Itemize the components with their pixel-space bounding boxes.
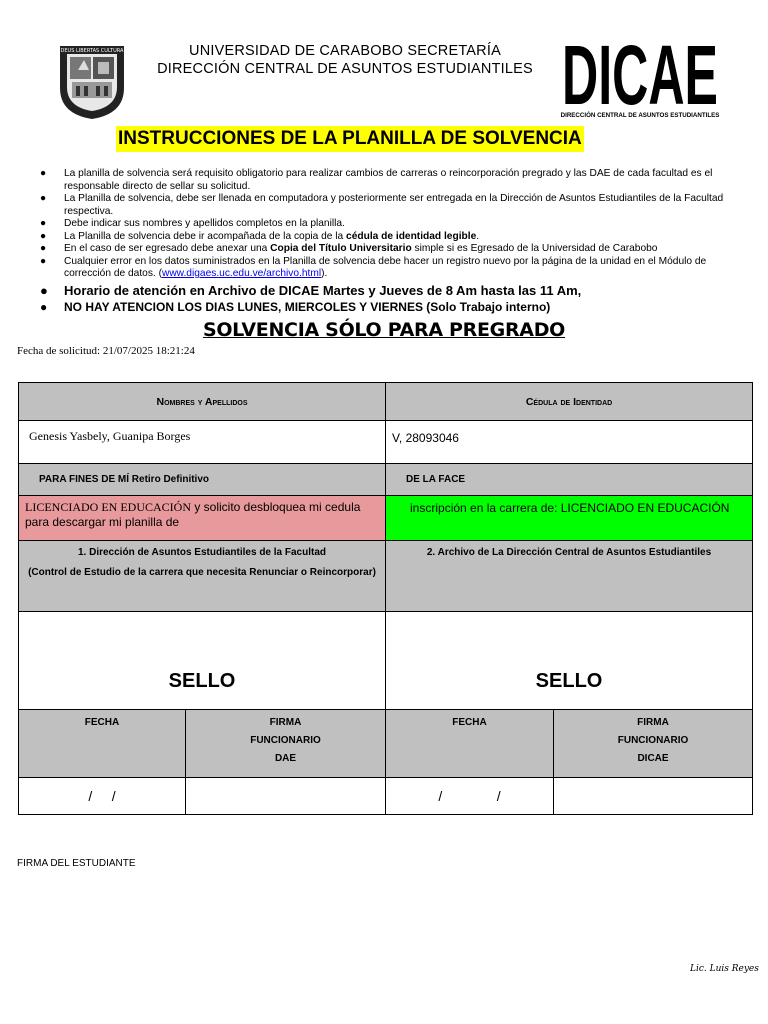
seal-motto: DEUS LIBERTAS CULTURA [60,48,124,54]
list-item: ● Horario de atención en Archivo de DICAE Martes y Jueves de 8 Am hasta las 11 Am, [40,282,582,298]
list-item: ● Debe indicar sus nombres y apellidos completos en la planilla. [40,218,345,229]
signature-label-dicae: FIRMA FUNCIONARIO DICAE [554,710,753,778]
list-item: ● La planilla de solvencia será requisito obligatorio para realizar cambios de carreras o reincorporación pregrado y las DAE de cada facultad es el responsable directo de sellar su solicitud. [40,168,713,192]
date-label-dicae: FECHA [386,710,554,778]
instructions-list [36,168,751,315]
archivo-link[interactable]: www.digaes.uc.edu.ve/archivo.html [161,268,322,279]
id-header: Cédula de Identidad [386,383,753,421]
dicae-logo-text: DICAE [562,38,718,114]
career-request-text: LICENCIADO EN EDUCACIÓN y solicito desbloquea mi cedula para descargar mi planilla de [19,496,386,541]
names-header: Nombres y Apellidos [19,383,386,421]
signature-label-dae: FIRMA FUNCIONARIO DAE [186,710,386,778]
list-item: ● NO HAY ATENCION LOS DIAS LUNES, MIERCOLES Y VIERNES (Solo Trabajo interno) [40,299,551,314]
stamp-area-dae: SELLO [19,612,386,710]
student-signature-label: FIRMA DEL ESTUDIANTE [17,858,136,869]
purpose-label: PARA FINES DE MÍ Retiro Definitivo [19,464,386,496]
header-line-2: DIRECCIÓN CENTRAL DE ASUNTOS ESTUDIANTILES [157,61,533,77]
faculty-label: DE LA FACE [386,464,753,496]
names-value: Genesis Yasbely, Guanipa Borges [19,421,386,464]
page-title: INSTRUCCIONES DE LA PLANILLA DE SOLVENCIA [116,126,584,152]
request-date: Fecha de solicitud: 21/07/2025 18:21:24 [17,345,195,357]
list-item: ● Cualquier error en los datos suministrados en la Planilla de solvencia debe hacer un registro nuevo por la página de la unidad en el Módulo de corrección de datos. (www.digaes.uc.edu.ve/archivo.html). [40,255,707,279]
id-value: V, 28093046 [386,421,753,464]
step-1-label: 1. Dirección de Asuntos Estudiantiles de la Facultad (Control de Estudio de la carrera que necesita Renunciar o Reincorporar) [19,541,386,612]
date-field-dae[interactable]: / / [19,778,186,815]
career-inscription-text: inscripción en la carrera de: LICENCIADO EN EDUCACIÓN [386,496,753,541]
stamp-area-dicae: SELLO [386,612,753,710]
section-subtitle: SOLVENCIA SÓLO PARA PREGRADO [202,319,566,341]
dicae-logo-subtitle: DIRECCIÓN CENTRAL DE ASUNTOS ESTUDIANTILES [560,112,720,119]
signature-field-dicae[interactable] [554,778,753,815]
dicae-logo [560,38,720,122]
date-field-dicae[interactable]: / / [386,778,554,815]
list-item: ● La Planilla de solvencia, debe ser llenada en computadora y posteriormente ser entregada en la Dirección de Asuntos Estudiantiles de la Facultad respectiva. [40,193,724,217]
list-item: ● La Planilla de solvencia debe ir acompañada de la copia de la cédula de identidad legible. [40,230,480,242]
signature-field-dae[interactable] [186,778,386,815]
date-label-dae: FECHA [19,710,186,778]
handwritten-signature: Lic. Luis Reyes [690,964,759,974]
list-item: ● En el caso de ser egresado debe anexar una Copia del Título Universitario simple si es Egresado de la Universidad de Carabobo [40,243,658,254]
step-2-label: 2. Archivo de La Dirección Central de Asuntos Estudiantiles [386,541,753,612]
header-line-1: UNIVERSIDAD DE CARABOBO SECRETARÍA [189,43,501,59]
university-seal [58,42,126,120]
solvency-form-table [18,382,753,815]
